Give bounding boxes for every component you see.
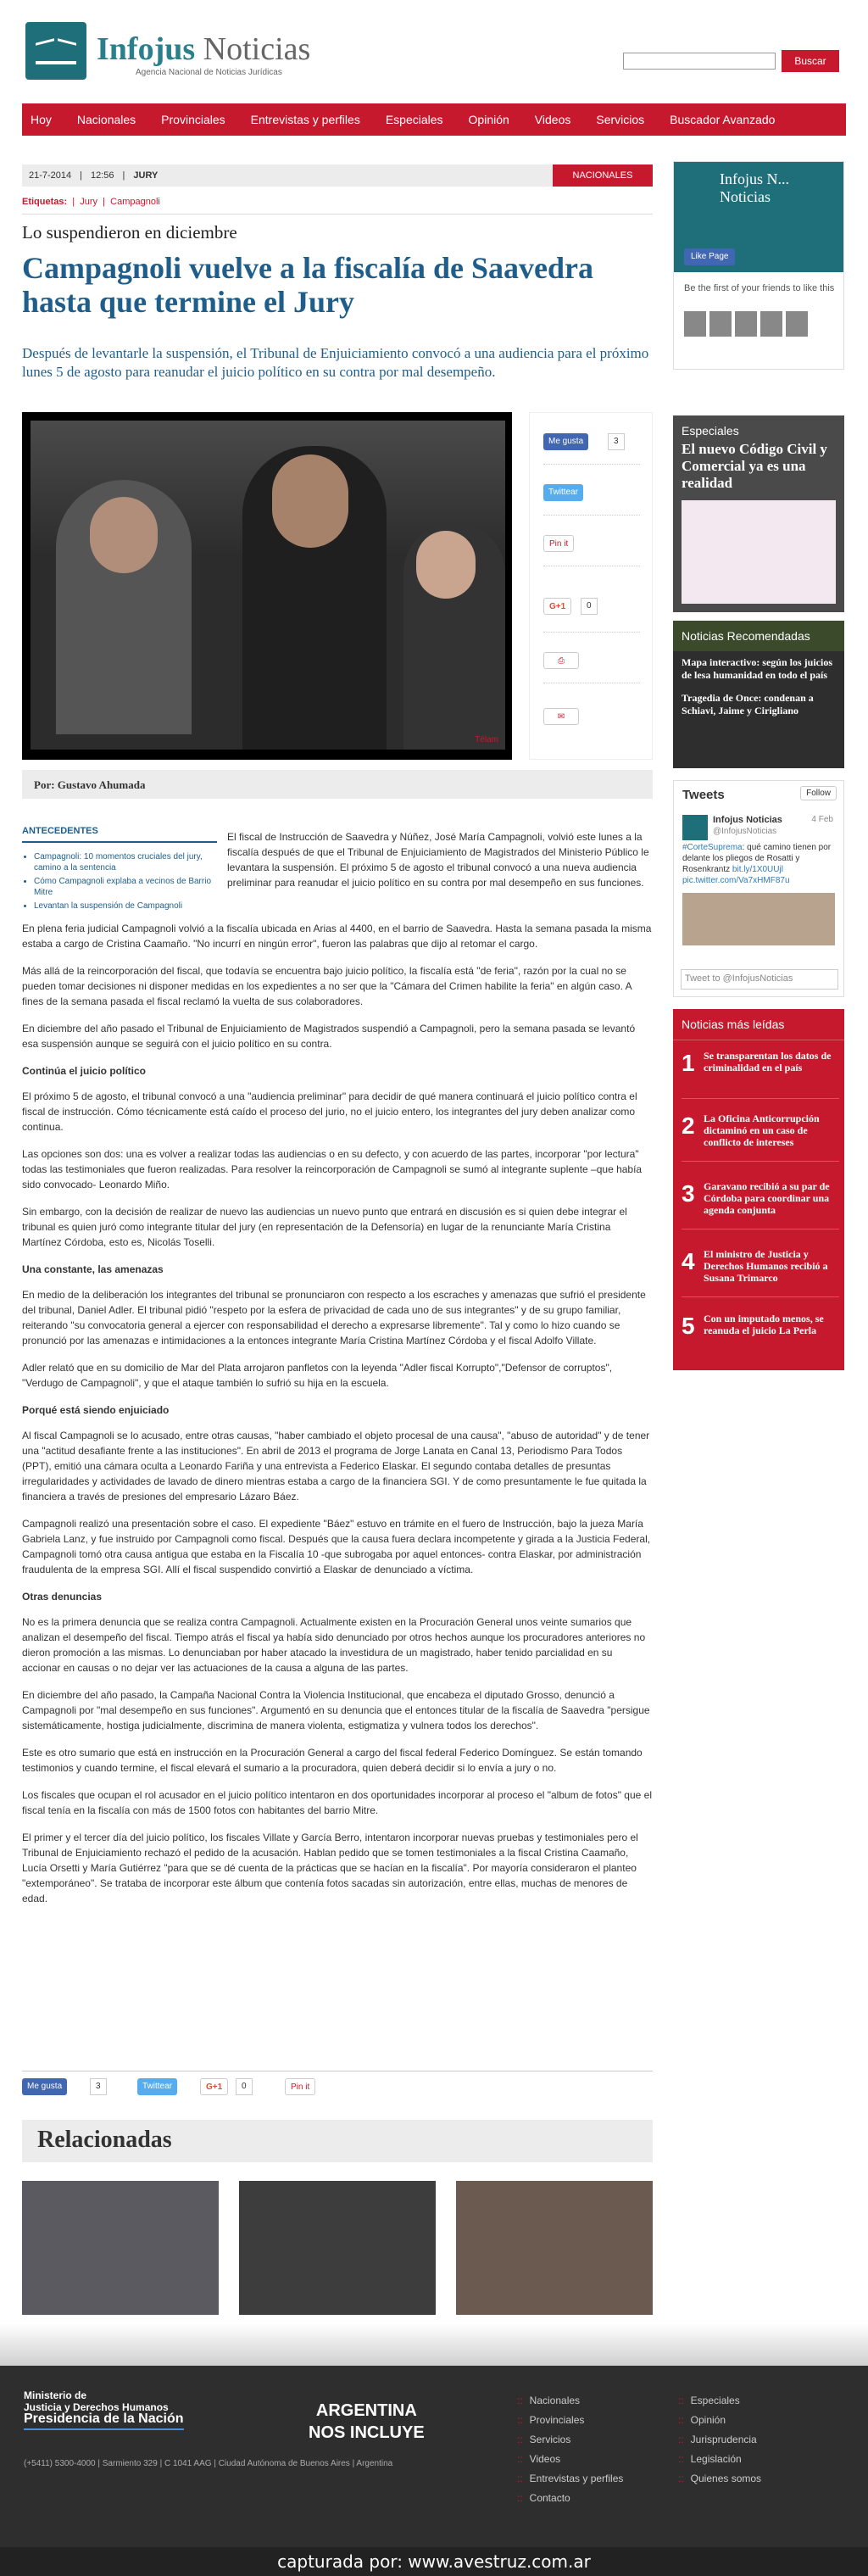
avatar [682,815,708,840]
article-headline: Campagnoli vuelve a la fiscalía de Saavedra hasta que termine el Jury [22,251,593,319]
related-title: Relacionadas [22,2120,653,2162]
nav-entrevistas[interactable]: Entrevistas y perfiles [250,113,360,126]
fb-like-button-bottom[interactable]: Me gusta [22,2078,67,2095]
photo-credit: Télam [475,735,498,744]
article-paragraph: Este es otro sumario que está en instrucción en la Procuración General a cargo del fiscal federal Federico Domínguez. Se están tomando testimonios y cuando termine, el fiscal elevará el sumario a la procuradora, quien deberá decidir si lo envía a jury o no. [22,1747,643,1774]
leida-item[interactable]: 2 La Oficina Anticorrupción dictaminó en un caso de conflicto de intereses [682,1111,839,1162]
nav-buscador[interactable]: Buscador Avanzado [670,113,776,126]
leida-item[interactable]: 3 Garavano recibió a su par de Córdoba para coordinar una agenda conjunta [682,1179,839,1229]
fb-count-bottom: 3 [90,2078,107,2095]
footer-link[interactable]: :: Jurisprudencia [678,2430,761,2450]
footer-link[interactable]: :: Entrevistas y perfiles [517,2469,623,2489]
gplus-count: 0 [581,598,598,615]
twitter-widget: Tweets Follow Infojus Noticias @InfojusNoticias 4 Feb #CorteSuprema: qué camino tienen por delante los pliegos de Rosatti y Rosenkrantz bit.ly/1X0UUjl pic.twitter.com/Va7xHMF87u Tweet to @InfojusNoticias [673,780,844,997]
pinit-button-bottom[interactable]: Pin it [285,2078,315,2095]
article-paragraph: Las opciones son dos: una es volver a realizar todas las audiencias o en su defecto, y con acuerdo de las partes, incorporar "por lectura" todas las testimoniales que fueron realizadas. Para resolver la reincorporación de Campagnoli se sumó al integrante suplente –que había sido convocado- Leonardo Miño. [22,1148,643,1190]
article-subheading: Una constante, las amenazas [22,1263,164,1275]
footer-link[interactable]: :: Contacto [517,2489,623,2508]
pinit-button[interactable]: Pin it [543,535,574,552]
article-date: 21-7-2014 [29,170,72,181]
gplus-button[interactable]: G+1 [543,598,571,615]
footer-link[interactable]: :: Quienes somos [678,2469,761,2489]
recomendada-link[interactable]: Mapa interactivo: según los juicios de lesa humanidad en todo el país [682,656,832,681]
article-subheading: Porqué está siendo enjuiciado [22,1404,170,1416]
recomendada-link[interactable]: Tragedia de Once: condenan a Schiavi, Jaime y Cirigliano [682,692,814,716]
tag-jury[interactable]: Jury [80,197,98,207]
ministry-logo[interactable]: Ministerio de Justicia y Derechos Humanos Presidencia de la Nación [24,2389,184,2430]
footer-address: (+5411) 5300-4000 | Sarmiento 329 | C 1041 AAG | Ciudad Autónoma de Buenos Aires | Argentina [24,2459,393,2468]
email-icon[interactable]: ✉ [543,708,579,725]
nav-opinion[interactable]: Opinión [468,113,509,126]
article-first-paragraph: El fiscal de Instrucción de Saavedra y Núñez, José María Campagnoli, volvió este lunes a la fiscalía después de que el Tribunal de Enjuiciamiento de Magistrados del Ministerio Público le levantara la suspensión. El próximo 5 de agosto el tribunal convocó a una nueva audiencia preliminar para reanudar el juicio político en su contra por mal desempeño en sus funciones. [227,831,649,889]
tweet-button-bottom[interactable]: Twittear [137,2078,177,2095]
nav-videos[interactable]: Videos [534,113,571,126]
footer-link[interactable]: :: Nacionales [517,2391,623,2411]
nav-hoy[interactable]: Hoy [31,113,52,126]
article-paragraph: En diciembre del año pasado el Tribunal de Enjuiciamiento de Magistrados suspendió a Campagnoli, pero la semana pasada se levantó esa suspensión aunque se seguirá con el juicio político en su contra. [22,1023,636,1050]
share-bottom [22,2071,653,2099]
nav-provinciales[interactable]: Provinciales [161,113,225,126]
article-kicker: Lo suspendieron en diciembre [22,222,237,243]
article-paragraph: No es la primera denuncia que se realiza contra Campagnoli. Actualmente existen en la Procuración General unos veinte sumarios que analizan el desempeño del fiscal. Tiempo atrás el fiscal ya había sido denunciado por otros hechos aunque los procuradores anteriores no dieron promoción a las mismas. Lo denunciaban por haber atacado la investidura de un magistrado, haber tenido parcialidad en su accionar en causas o no dejar ver las actuaciones de la causa a alguna de las partes. [22,1616,646,1674]
gplus-button-bottom[interactable]: G+1 [200,2078,228,2095]
article-paragraph: Al fiscal Campagnoli se lo acusado, entre otras causas, "haber cambiado el objeto procesal de una causa", "abuso de autoridad" y de tener una "actitud desafiante frente a las instituciones". En abril de 2013 el programa de Jorge Lanata en Canal 13, Periodismo Para Todos (PPT), emitió una cámara oculta a Leonardo Fariña y una entrevista a Federico Elaskar. El segundo contaba detalles de presuntas irregularidades y actividades de lavado de dinero mientras estaba a cargo de la financiera SGI. Y de como presuntamente le fue quitada la financiera a través de presiones del empresario Lázaro Báez. [22,1430,650,1503]
article-paragraph: Más allá de la reincorporación del fiscal, que todavía se encuentra bajo juicio político, la fiscalía está "de feria", razón por la cual no se pueden tomar decisiones ni disponer medidas en los expedientes a no ser que la "Cámara del Crimen habilite la feria" en algún caso. A fines de la semana pasada el fiscal reclamó la vuelta de sus colaboradores. [22,965,632,1007]
main-nav [22,103,846,136]
fb-count: 3 [608,433,625,450]
article-paragraph: Adler relató que en su domicilio de Mar del Plata arrojaron panfletos con la leyenda "Adler fiscal Korrupto","Defensor de corruptos", "Verdugo de Campagnoli", y que el ataque también lo sufrió su hija en la escuela. [22,1362,613,1389]
argentina-nos-incluye: ARGENTINA NOS INCLUYE [309,2401,425,2442]
tweet-input[interactable]: Tweet to @InfojusNoticias [681,969,838,990]
mas-leidas-box: Noticias más leídas 1 Se transparentan los datos de criminalidad en el país 2 La Oficina Anticorrupción dictaminó en un caso de conflicto de intereses 3 Garavano recibió a su par de Córdoba para coordinar una agenda conjunta 4 El ministro de Justicia y Derechos Humanos recibió a Susana Trimarco 5 Con un imputado menos, se reanuda el juicio La Perla [673,1009,844,1370]
search-button[interactable]: Buscar [782,50,839,72]
footer-link[interactable]: :: Servicios [517,2430,623,2450]
footer-link[interactable]: :: Provinciales [517,2411,623,2430]
especiales-box[interactable]: Especiales El nuevo Código Civil y Comercial ya es una realidad [673,415,844,612]
footer-link[interactable]: :: Especiales [678,2391,761,2411]
site-header [0,0,868,93]
article-paragraph: Sin embargo, con la decisión de realizar de nuevo las audiencias un nuevo punto que entrará en discusión es si quien debe integrar el tribunal es quien juró como integrante titular del jury (en representación de la Defensoría) en lugar de la renunciante María Cristina Martínez Córdoba, esto es, Nicolás Toselli. [22,1206,627,1248]
tweet-image[interactable] [682,893,835,945]
recomendadas-box: Noticias Recomendadas Mapa interactivo: según los juicios de lesa humanidad en todo el país Tragedia de Once: condenan a Schiavi, Jaime y Cirigliano [673,621,844,768]
article-paragraph: Los fiscales que ocupan el rol acusador en el juicio político intentaron en dos oportunidades incorporar al proceso el "album de fotos" que el fiscal tenía en la fiscalía con más de 1500 fotos con habitantes del barrio Mitre. [22,1789,652,1816]
article-time: 12:56 [91,170,114,181]
article-paragraph: El próximo 5 de agosto, el tribunal convocó a una "audiencia preliminar" para decidir de qué manera continuará el juicio político contra el fiscal de instrucción. Cómo técnicamente está caído el proceso del jurio, no el juicio entero, los integrantes del jury deben analizar como continua. [22,1090,637,1133]
article-subheading: Otras denuncias [22,1591,103,1603]
footer-link[interactable]: :: Opinión [678,2411,761,2430]
antecedentes-box: ANTECEDENTES • Campagnoli: 10 momentos cruciales del jury, camino a la sentencia • Cómo Campagnoli explaba a vecinos de Barrio Mitre • Levantan la suspensión de Campagnoli [22,826,217,914]
fb-friends [684,311,837,337]
logo-icon[interactable] [25,22,86,80]
leida-item[interactable]: 4 El ministro de Justicia y Derechos Humanos recibió a Susana Trimarco [682,1246,839,1297]
footer-link[interactable]: :: Videos [517,2450,623,2469]
article-paragraph: En plena feria judicial Campagnoli volvió a la fiscalía ubicada en Arias al 4400, en el barrio de Saavedra. Hasta la semana pasada la misma estaba a cargo de Cristina Caamaño. "No incurrí en ningún error", fueron las palabras que dijo al retomar el cargo. [22,923,652,950]
gplus-count-bottom: 0 [236,2078,253,2095]
facebook-widget [673,161,844,370]
article-paragraph: En medio de la deliberación los integrantes del tribunal se pronunciaron con respecto a los escraches y amenazas que sufrió el presidente del tribunal, Daniel Adler. El tribunal pidió "respeto por la esfera de privacidad de cada uno de sus integrantes" y de su grupo familiar, reiterando "su convocatoria general a ejercer con responsabilidad el derecho a expresarse libremente". Tal y como lo hizo cuando se pronunció por las amenazas e intimidaciones a la entonces integrante María Cristina Martínez Córdoba y el fiscal Adolfo Villate. [22,1289,646,1347]
article-paragraph: Campagnoli realizó una presentación sobre el caso. El expediente "Báez" estuvo en trámite en el fuero de Instrucción, bajo la jueza María Gabriela Lanz, y fue instruido por Campagnoli como fiscal. Después que la causa fuera declara incompetente y girada a la Justicia Federal, Campagnoli tomó otra causa antigua que estaba en la Fiscalía 10 -que subrogaba por aquel entonces- contra Elaskar, por administración fraudulenta de la empresa SGI. Allí el fiscal suspendido convirtió a Elaskar de denunciado a víctima. [22,1518,651,1575]
article-tag[interactable]: JURY [133,170,159,181]
article-subheading: Continúa el juicio político [22,1065,146,1077]
nav-servicios[interactable]: Servicios [596,113,645,126]
article-lead: Después de levantarle la suspensión, el Tribunal de Enjuiciamiento convocó a una audiencia para el próximo lunes 5 de agosto para reanudar el juicio político en su contra por mal desempeño. [22,345,649,380]
search-input[interactable] [623,53,776,70]
share-column [529,412,653,760]
article-author: Por: Gustavo Ahumada [22,770,653,799]
leida-item[interactable]: 5 Con un imputado menos, se reanuda el juicio La Perla [682,1313,824,1339]
article-paragraph: El primer y el tercer día del juicio político, los fiscales Villate y García Berro, intentaron incorporar nuevas pruebas y testimoniales pero el Tribunal de Enjuiciamiento rechazó el pedido de la acusación. Hablan pedido que se tomen testimoniales a la fiscal Cristina Caamaño, Lucía Orsetti y María Gutiérrez "para que se dé cuenta de la prácticas que se hacían en la fiscalía". Por mayoría consideraron el planteo "extemporáneo". Se trataba de incorporar este álbum que contenía fotos sacadas sin autorización, entre ellas, muchas de menores de edad. [22,1832,638,1904]
article-paragraph: En diciembre del año pasado, la Campaña Nacional Contra la Violencia Institucional, que encabeza el diputado Grosso, denunció a Campagnoli por "mal desempeño en sus funciones". Argumentó en su denuncia que el entonces titular de la fiscalía de Saavedra "persigue sistemáticamente, hostiga judicialmente, discrimina de manera violenta, estigmatiza y vulnera todos los derechos". [22,1689,650,1731]
tweet-button[interactable]: Twittear [543,484,583,501]
capture-watermark: capturada por: www.avestruz.com.ar [0,2547,868,2576]
nav-nacionales[interactable]: Nacionales [76,113,136,126]
fb-like-page-button[interactable]: Like Page [684,248,735,265]
tag-campagnoli[interactable]: Campagnoli [110,197,160,207]
section-badge[interactable]: NACIONALES [553,164,653,187]
especiales-image [682,500,836,604]
site-footer [0,2366,868,2547]
article-photo [22,412,512,760]
leida-item[interactable]: 1 Se transparentan los datos de criminalidad en el país [682,1048,839,1099]
antecedente-link[interactable]: • Levantan la suspensión de Campagnoli [34,900,217,912]
fb-like-button[interactable]: Me gusta [543,433,588,450]
fb-page-name[interactable]: Infojus N... Noticias [720,170,789,205]
fb-first-text: Be the first of your friends to like this [684,283,835,293]
footer-link[interactable]: :: Legislación [678,2450,761,2469]
logo-text[interactable]: Infojus Noticias [97,31,311,67]
logo-subtitle: Agencia Nacional de Noticias Jurídicas [136,68,282,77]
twitter-follow-button[interactable]: Follow [800,786,837,800]
article-body [22,921,653,1918]
article-meta: 21-7-2014 | 12:56 | JURY NACIONALES [22,164,653,187]
antecedente-link[interactable]: • Cómo Campagnoli explaba a vecinos de Barrio Mitre [34,876,217,898]
nav-especiales[interactable]: Especiales [385,113,443,126]
print-icon[interactable]: ⎙ [543,652,579,669]
antecedente-link[interactable]: • Campagnoli: 10 momentos cruciales del jury, camino a la sentencia [34,851,217,873]
tags: Etiquetas: | Jury | Campagnoli [22,197,160,207]
